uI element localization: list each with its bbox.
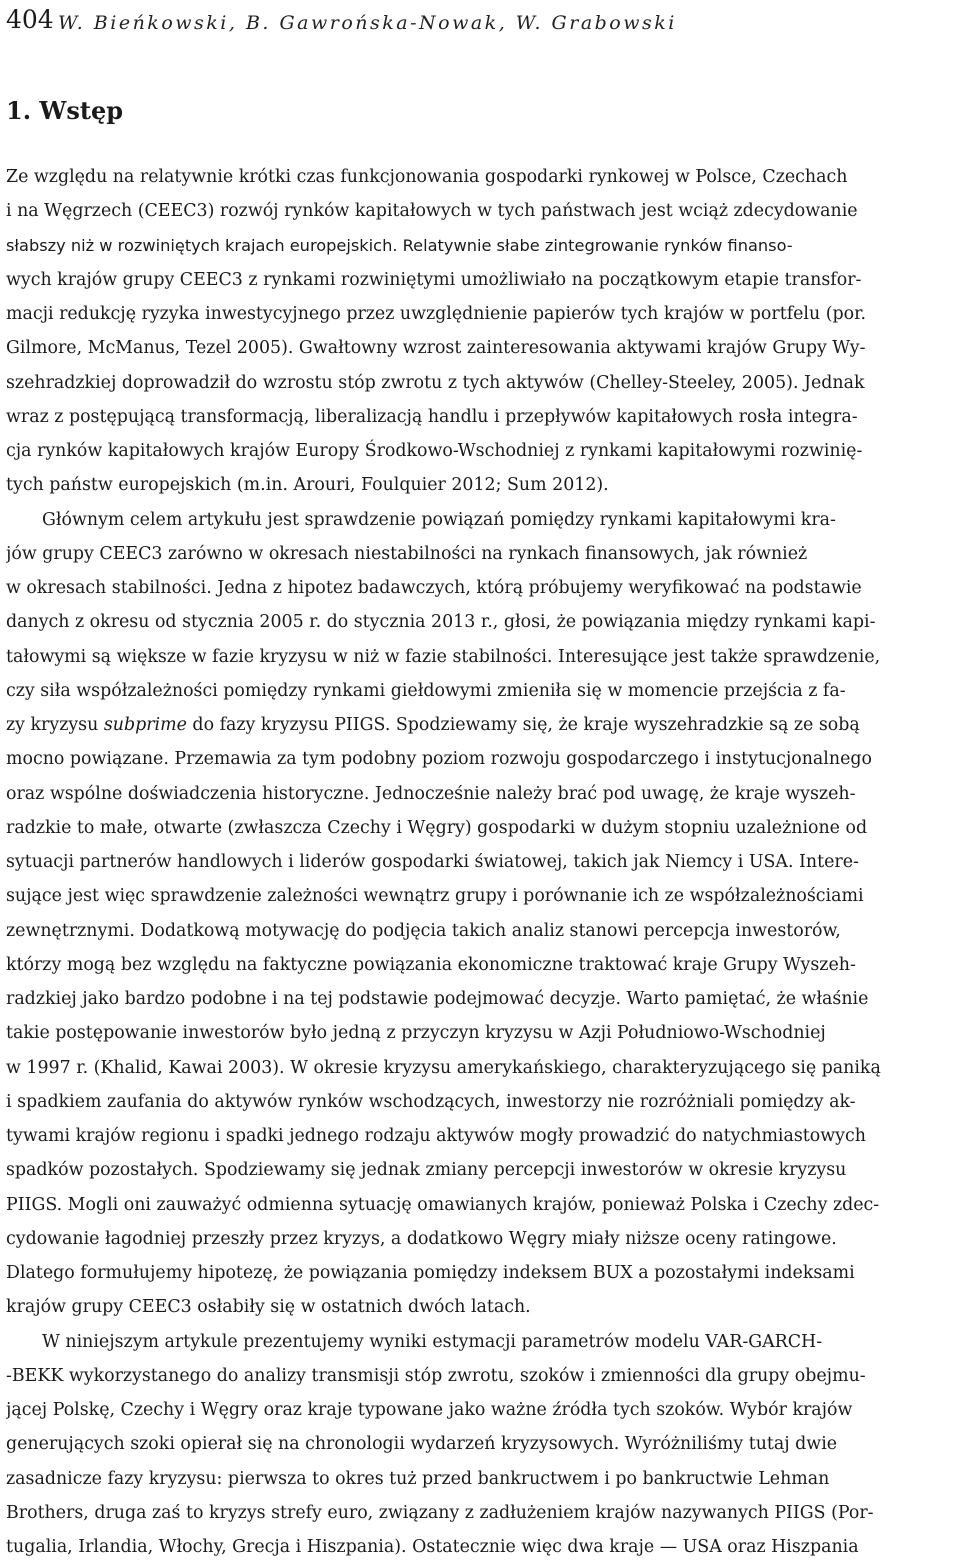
text-line: wraz z postępującą transformacją, liberalizacją handlu i przepływów kapitałowych rosła integra-	[6, 400, 954, 434]
text-line: PIIGS. Mogli oni zauważyć odmienna sytuację omawianych krajów, ponieważ Polska i Czechy zdec-	[6, 1188, 954, 1222]
text-line: szehradzkiej doprowadził do wzrostu stóp zwrotu z tych aktywów (Chelley-Steeley, 2005). Jednak	[6, 366, 954, 400]
text-line: Brothers, druga zaś to kryzys strefy euro, związany z zadłużeniem krajów nazywanych PIIGS (Por-	[6, 1496, 954, 1530]
text-line: spadków pozostałych. Spodziewamy się jednak zmiany percepcji inwestorów w okresie kryzysu	[6, 1153, 954, 1187]
page-number: 404	[6, 2, 54, 38]
text-line: tugalia, Irlandia, Włochy, Grecja i Hiszpania). Ostatecznie więc dwa kraje — USA oraz Hiszpania	[6, 1530, 954, 1564]
text-line: jącej Polskę, Czechy i Węgry oraz kraje typowane jako ważne źródła tych szoków. Wybór krajów	[6, 1393, 954, 1427]
text-line: tych państw europejskich (m.in. Arouri, Foulquier 2012; Sum 2012).	[6, 468, 954, 502]
text-line: mocno powiązane. Przemawia za tym podobny poziom rozwoju gospodarczego i instytucjonalnego	[6, 742, 954, 776]
text-line: -BEKK wykorzystanego do analizy transmisji stóp zwrotu, szoków i zmienności dla grupy obejmu-	[6, 1359, 954, 1393]
text-line: w 1997 r. (Khalid, Kawai 2003). W okresie kryzysu amerykańskiego, charakteryzującego się paniką	[6, 1051, 954, 1085]
text-line: krajów grupy CEEC3 osłabiły się w ostatnich dwóch latach.	[6, 1290, 954, 1324]
text-line: macji redukcję ryzyka inwestycyjnego przez uwzględnienie papierów tych krajów w portfelu (por.	[6, 297, 954, 331]
running-head	[6, 2, 954, 42]
text-line: i spadkiem zaufania do aktywów rynków wschodzących, inwestorzy nie rozróżniali pomiędzy ak-	[6, 1085, 954, 1119]
text-line: generujących szoki opierał się na chronologii wydarzeń kryzysowych. Wyróżniliśmy tutaj dwie	[6, 1427, 954, 1461]
text-line: cja rynków kapitałowych krajów Europy Środkowo-Wschodniej z rynkami kapitałowymi rozwinię-	[6, 434, 954, 468]
text-line: takie postępowanie inwestorów było jedną z przyczyn kryzysu w Azji Południowo-Wschodniej	[6, 1016, 954, 1050]
text-line: Gilmore, McManus, Tezel 2005). Gwałtowny wzrost zainteresowania aktywami krajów Grupy Wy-	[6, 331, 954, 365]
paragraph-3	[6, 1325, 954, 1564]
text-line: oraz wspólne doświadczenia historyczne. Jednocześnie należy brać pod uwagę, że kraje wyszeh-	[6, 777, 954, 811]
text-line: zy kryzysu subprime do fazy kryzysu PIIGS. Spodziewamy się, że kraje wyszehradzkie są ze sobą	[6, 708, 954, 742]
paragraph-2	[6, 503, 954, 1325]
paragraph-1	[6, 160, 954, 503]
text-line: danych z okresu od stycznia 2005 r. do stycznia 2013 r., głosi, że powiązania między rynkami kapi-	[6, 605, 954, 639]
text-line: słabszy niż w rozwiniętych krajach europejskich. Relatywnie słabe zintegrowanie rynków finanso-	[6, 229, 954, 263]
text-line: W niniejszym artykule prezentujemy wyniki estymacji parametrów modelu VAR-GARCH-	[6, 1325, 954, 1359]
article-body	[6, 160, 954, 1564]
text-line: wych krajów grupy CEEC3 z rynkami rozwiniętymi umożliwiało na początkowym etapie transfor-	[6, 263, 954, 297]
section-title: 1. Wstęp	[6, 94, 123, 128]
text-line: tywami krajów regionu i spadki jednego rodzaju aktywów mogły prowadzić do natychmiastowych	[6, 1119, 954, 1153]
text-line: Ze względu na relatywnie krótki czas funkcjonowania gospodarki rynkowej w Polsce, Czechach	[6, 160, 954, 194]
text-line: tałowymi są większe w fazie kryzysu w niż w fazie stabilności. Interesujące jest także sprawdzenie,	[6, 640, 954, 674]
text-line: sytuacji partnerów handlowych i liderów gospodarki światowej, takich jak Niemcy i USA. Intere-	[6, 845, 954, 879]
text-line: zewnętrznymi. Dodatkową motywację do podjęcia takich analiz stanowi percepcja inwestorów,	[6, 914, 954, 948]
text-line: czy siła współzależności pomiędzy rynkami giełdowymi zmieniła się w momencie przejścia z fa-	[6, 674, 954, 708]
text-line: Głównym celem artykułu jest sprawdzenie powiązań pomiędzy rynkami kapitałowymi kra-	[6, 503, 954, 537]
running-head-authors: W. Bieńkowski, B. Gawrońska-Nowak, W. Grabowski	[58, 6, 677, 40]
text-line: i na Węgrzech (CEEC3) rozwój rynków kapitałowych w tych państwach jest wciąż zdecydowanie	[6, 194, 954, 228]
text-line: cydowanie łagodniej przeszły przez kryzys, a dodatkowo Węgry miały niższe oceny ratingowe.	[6, 1222, 954, 1256]
text-line: jów grupy CEEC3 zarówno w okresach niestabilności na rynkach finansowych, jak również	[6, 537, 954, 571]
text-line: sujące jest więc sprawdzenie zależności wewnątrz grupy i porównanie ich ze współzależnościami	[6, 879, 954, 913]
text-line: którzy mogą bez względu na faktyczne powiązania ekonomiczne traktować kraje Grupy Wyszeh-	[6, 948, 954, 982]
text-line: Dlatego formułujemy hipotezę, że powiązania pomiędzy indeksem BUX a pozostałymi indeksami	[6, 1256, 954, 1290]
text-line: w okresach stabilności. Jedna z hipotez badawczych, którą próbujemy weryfikować na podstawie	[6, 571, 954, 605]
text-line: radzkiej jako bardzo podobne i na tej podstawie podejmować decyzje. Warto pamiętać, że właśnie	[6, 982, 954, 1016]
text-line: radzkie to małe, otwarte (zwłaszcza Czechy i Węgry) gospodarki w dużym stopniu uzależnione od	[6, 811, 954, 845]
text-line: zasadnicze fazy kryzysu: pierwsza to okres tuż przed bankructwem i po bankructwie Lehman	[6, 1462, 954, 1496]
